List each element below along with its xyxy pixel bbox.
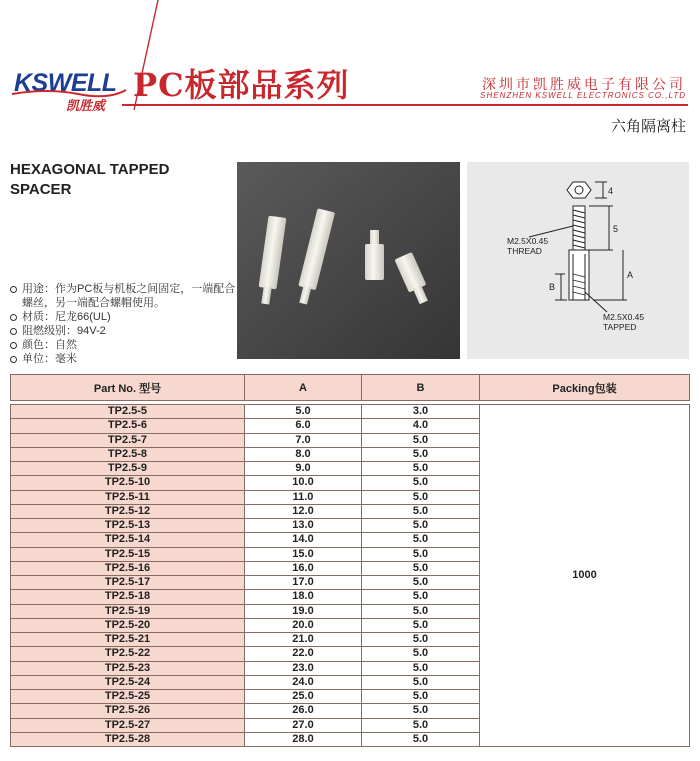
- cell-part-no: TP2.5-15: [11, 547, 245, 561]
- product-title-line2: SPACER: [10, 181, 72, 198]
- thread-label-2: THREAD: [507, 246, 542, 256]
- feature-item: 阻燃级别：94V-2: [10, 324, 235, 338]
- cell-a: 23.0: [245, 661, 362, 675]
- cell-a: 10.0: [245, 476, 362, 490]
- cell-part-no: TP2.5-24: [11, 675, 245, 689]
- cell-b: 5.0: [362, 732, 480, 746]
- cell-a: 15.0: [245, 547, 362, 561]
- cell-b: 5.0: [362, 704, 480, 718]
- cell-a: 9.0: [245, 462, 362, 476]
- dim-thread-label: 5: [613, 224, 619, 234]
- col-header-part: Part No. 型号: [11, 375, 245, 401]
- cell-a: 12.0: [245, 504, 362, 518]
- cell-part-no: TP2.5-25: [11, 690, 245, 704]
- cell-part-no: TP2.5-22: [11, 647, 245, 661]
- col-header-b: B: [362, 375, 480, 401]
- company-name-cn: 深圳市凯胜威电子有限公司: [482, 76, 686, 92]
- cell-part-no: TP2.5-19: [11, 604, 245, 618]
- product-title: [10, 160, 169, 200]
- feature-list: [10, 282, 235, 366]
- cell-part-no: TP2.5-8: [11, 447, 245, 461]
- feature-item: 螺丝，另一端配合螺帽使用。: [22, 297, 165, 309]
- cell-a: 20.0: [245, 618, 362, 632]
- cell-b: 5.0: [362, 504, 480, 518]
- bullet-icon: [10, 328, 17, 335]
- cell-b: 5.0: [362, 718, 480, 732]
- cell-a: 17.0: [245, 576, 362, 590]
- header-divider: [122, 104, 688, 106]
- cell-a: 24.0: [245, 675, 362, 689]
- kswell-logo: [8, 58, 128, 118]
- cell-part-no: TP2.5-10: [11, 476, 245, 490]
- cell-a: 13.0: [245, 519, 362, 533]
- cell-part-no: TP2.5-18: [11, 590, 245, 604]
- cell-a: 8.0: [245, 447, 362, 461]
- tapped-label-1: M2.5X0.45: [603, 312, 645, 322]
- cell-part-no: TP2.5-9: [11, 462, 245, 476]
- cell-b: 5.0: [362, 576, 480, 590]
- cell-part-no: TP2.5-13: [11, 519, 245, 533]
- dim-hex-label: 4: [608, 186, 614, 196]
- dimension-drawing: [467, 162, 689, 359]
- cell-b: 5.0: [362, 490, 480, 504]
- cell-part-no: TP2.5-23: [11, 661, 245, 675]
- cell-b: 4.0: [362, 419, 480, 433]
- logo-text: KSWELL: [14, 69, 117, 97]
- bullet-icon: [10, 286, 17, 293]
- cell-part-no: TP2.5-12: [11, 504, 245, 518]
- cell-b: 5.0: [362, 604, 480, 618]
- dim-b-label: B: [549, 282, 556, 292]
- cell-part-no: TP2.5-14: [11, 533, 245, 547]
- cell-a: 16.0: [245, 561, 362, 575]
- cell-b: 5.0: [362, 433, 480, 447]
- cell-a: 28.0: [245, 732, 362, 746]
- cell-part-no: TP2.5-27: [11, 718, 245, 732]
- series-title: PC板部品系列: [133, 66, 350, 104]
- tapped-label-2: TAPPED: [603, 322, 637, 332]
- thread-label-1: M2.5X0.45: [507, 236, 549, 246]
- cell-a: 11.0: [245, 490, 362, 504]
- bullet-icon: [10, 356, 17, 363]
- bullet-icon: [10, 342, 17, 349]
- company-name-en: SHENZHEN KSWELL ELECTRONICS CO.,LTD: [480, 91, 686, 100]
- cell-a: 5.0: [245, 405, 362, 419]
- cell-a: 27.0: [245, 718, 362, 732]
- cell-part-no: TP2.5-16: [11, 561, 245, 575]
- cell-part-no: TP2.5-17: [11, 576, 245, 590]
- cell-b: 5.0: [362, 447, 480, 461]
- cell-b: 5.0: [362, 547, 480, 561]
- cell-b: 3.0: [362, 405, 480, 419]
- col-header-packing: Packing包装: [480, 375, 690, 401]
- cell-a: 18.0: [245, 590, 362, 604]
- cell-part-no: TP2.5-20: [11, 618, 245, 632]
- product-name-cn: 六角隔离柱: [610, 118, 686, 135]
- cell-part-no: TP2.5-6: [11, 419, 245, 433]
- cell-part-no: TP2.5-21: [11, 633, 245, 647]
- dim-a-label: A: [627, 270, 634, 280]
- spec-table: [10, 374, 690, 747]
- cell-a: 6.0: [245, 419, 362, 433]
- cell-a: 7.0: [245, 433, 362, 447]
- product-title-line1: HEXAGONAL TAPPED: [10, 161, 170, 178]
- cell-part-no: TP2.5-7: [11, 433, 245, 447]
- cell-b: 5.0: [362, 519, 480, 533]
- cell-b: 5.0: [362, 561, 480, 575]
- cell-b: 5.0: [362, 462, 480, 476]
- cell-b: 5.0: [362, 618, 480, 632]
- cell-a: 19.0: [245, 604, 362, 618]
- cell-a: 21.0: [245, 633, 362, 647]
- table-header-row: [11, 375, 690, 401]
- feature-item: 颜色：自然: [10, 338, 235, 352]
- cell-b: 5.0: [362, 661, 480, 675]
- col-header-a: A: [245, 375, 362, 401]
- cell-b: 5.0: [362, 647, 480, 661]
- cell-b: 5.0: [362, 675, 480, 689]
- feature-item: 单位：毫米: [10, 352, 235, 366]
- feature-item: 用途：作为PC板与机板之间固定，一端配合: [10, 282, 235, 296]
- cell-b: 5.0: [362, 533, 480, 547]
- cell-a: 22.0: [245, 647, 362, 661]
- cell-b: 5.0: [362, 476, 480, 490]
- bullet-icon: [10, 314, 17, 321]
- cell-packing: 1000: [480, 405, 690, 747]
- cell-a: 25.0: [245, 690, 362, 704]
- cell-part-no: TP2.5-5: [11, 405, 245, 419]
- table-row: [11, 405, 690, 419]
- cell-part-no: TP2.5-28: [11, 732, 245, 746]
- cell-b: 5.0: [362, 633, 480, 647]
- cell-a: 26.0: [245, 704, 362, 718]
- logo-subtext: 凯胜威: [66, 99, 106, 114]
- cell-b: 5.0: [362, 690, 480, 704]
- cell-a: 14.0: [245, 533, 362, 547]
- product-photo: [237, 162, 460, 359]
- cell-part-no: TP2.5-11: [11, 490, 245, 504]
- cell-part-no: TP2.5-26: [11, 704, 245, 718]
- cell-b: 5.0: [362, 590, 480, 604]
- feature-item: 材质：尼龙66(UL): [10, 310, 235, 324]
